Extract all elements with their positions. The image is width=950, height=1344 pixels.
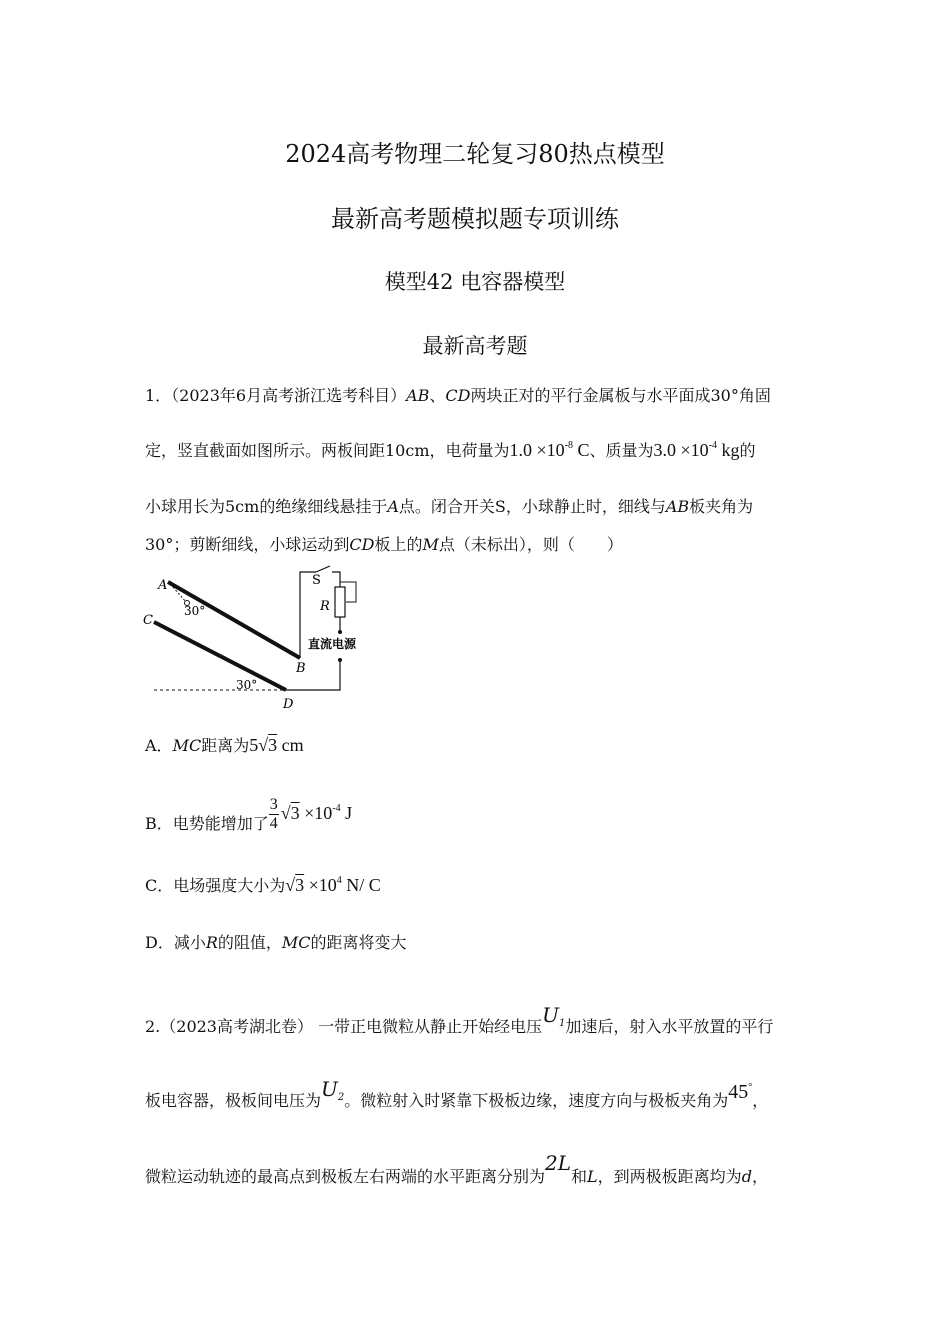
option-b-prefix: B．电势能增加了 (145, 814, 269, 833)
option-c[interactable] (145, 873, 381, 896)
q1-text-3a: 小球用长为5cm的绝缘细线悬挂于 (145, 497, 388, 516)
power-terminal-bottom (338, 658, 342, 662)
two-l-symbol: 2L (545, 1151, 572, 1175)
option-d-text-c: 的距离将变大 (310, 933, 407, 952)
q2-d: d (741, 1167, 752, 1186)
q1-cd: CD (445, 386, 471, 405)
q2-text-3e: ， (751, 1167, 768, 1186)
u2-symbol: $U_2$ (321, 1077, 345, 1103)
q1-text-4b: 板上的 (374, 535, 423, 554)
q2-line-2 (145, 1077, 769, 1113)
main-title: 2024高考物理二轮复习80热点模型 (285, 140, 665, 168)
option-c-value: $√3 \times 10^4$ N/ C (285, 875, 381, 895)
plate-cd (154, 622, 286, 690)
option-c-prefix: C．电场强度大小为 (145, 876, 286, 895)
q1-point-m: M (422, 535, 439, 554)
option-d-text-a: D．减小 (145, 933, 206, 952)
q1-text-2a: 定，竖直截面如图所示。两板间距10cm，电荷量为 (145, 441, 510, 460)
switch-s (316, 566, 330, 572)
angle-bottom: 30° (236, 678, 258, 692)
q2-text-2c: ， (752, 1091, 769, 1110)
option-d-text-b: 的阻值， (217, 933, 282, 952)
mass-value: $3.0 \times 10^{-4}$ kg (653, 440, 740, 460)
label-b: B (296, 661, 306, 676)
capacitor-figure (140, 562, 380, 712)
q2-text-2a: 板电容器，极板间电压为 (145, 1091, 322, 1110)
label-s: S (312, 573, 321, 588)
q1-line-3 (145, 494, 753, 517)
q1-text-2b: 、质量为 (589, 441, 654, 460)
q1-text-4a: 30°；剪断细线，小球运动到 (145, 535, 350, 554)
q2-line-3 (145, 1151, 768, 1187)
q2-text-3c: ，到两极板距离均为 (597, 1167, 742, 1186)
q2-text-3a: 微粒运动轨迹的最高点到极板左右两端的水平距离分别为 (145, 1167, 546, 1186)
q2-l: L (587, 1167, 598, 1186)
q1-sep: 、 (429, 386, 446, 405)
q1-ab: AB (406, 386, 430, 405)
q1-line-1 (145, 383, 771, 406)
subtitle: 最新高考题模拟题专项训练 (331, 205, 619, 233)
power-terminal-top (338, 630, 342, 634)
q1-line-2 (145, 438, 756, 461)
q1-point-a: A (387, 497, 399, 516)
q1-ab-2: AB (665, 497, 690, 516)
option-b[interactable] (145, 796, 352, 834)
option-a-prefix: A． (145, 736, 173, 755)
q1-line-4 (145, 532, 623, 555)
option-a-text: 距离为 (201, 736, 250, 755)
charge-value: $1.0 \times 10^{-8}$ C (509, 440, 590, 460)
option-b-fraction: $\frac{3}{4}$ (269, 796, 278, 832)
q2-line-1 (145, 1003, 774, 1039)
option-a-mc: MC (172, 736, 202, 755)
q1-text-2c: 的 (739, 441, 756, 460)
option-b-value: $√3 \times 10^{-4}$ J (280, 803, 353, 823)
label-d: D (283, 697, 294, 712)
q1-source: 1．（2023年6月高考浙江选考科目） (145, 386, 407, 405)
q2-text-2b: 。微粒射入时紧靠下极板边缘，速度方向与极板夹角为 (344, 1091, 729, 1110)
option-d[interactable] (145, 930, 407, 953)
wire-bottom (286, 660, 340, 690)
q2-text-1a: 2.（2023高考湖北卷） 一带正电微粒从静止开始经电压 (145, 1017, 543, 1036)
q1-cd-2: CD (349, 535, 375, 554)
q2-text-3b: 和 (571, 1167, 588, 1186)
option-a[interactable] (145, 733, 304, 756)
q1-text-3c: 板夹角为 (689, 497, 754, 516)
option-d-mc: MC (281, 933, 311, 952)
label-c: C (143, 613, 153, 628)
model-title: 模型42 电容器模型 (384, 270, 566, 294)
label-r: R (320, 599, 330, 614)
option-d-r: R (205, 933, 218, 952)
label-a: A (158, 578, 168, 593)
resistor-r (335, 587, 345, 617)
angle-top: 30° (184, 604, 206, 618)
section-title: 最新高考题 (422, 334, 528, 358)
power-label: 直流电源 (308, 637, 357, 651)
q2-text-1b: 加速后，射入水平放置的平行 (565, 1017, 774, 1036)
option-a-value: 5√3 cm (249, 735, 304, 755)
q1-text-4c: 点（未标出），则（ ） (438, 535, 623, 554)
q1-text-1: 两块正对的平行金属板与水平面成30°角固 (470, 386, 771, 405)
plate-ab (168, 582, 300, 658)
u1-symbol: $U_1$ (542, 1003, 566, 1029)
angle-45: 45° (728, 1081, 753, 1103)
q1-text-3b: 点。闭合开关S，小球静止时，细线与 (398, 497, 666, 516)
